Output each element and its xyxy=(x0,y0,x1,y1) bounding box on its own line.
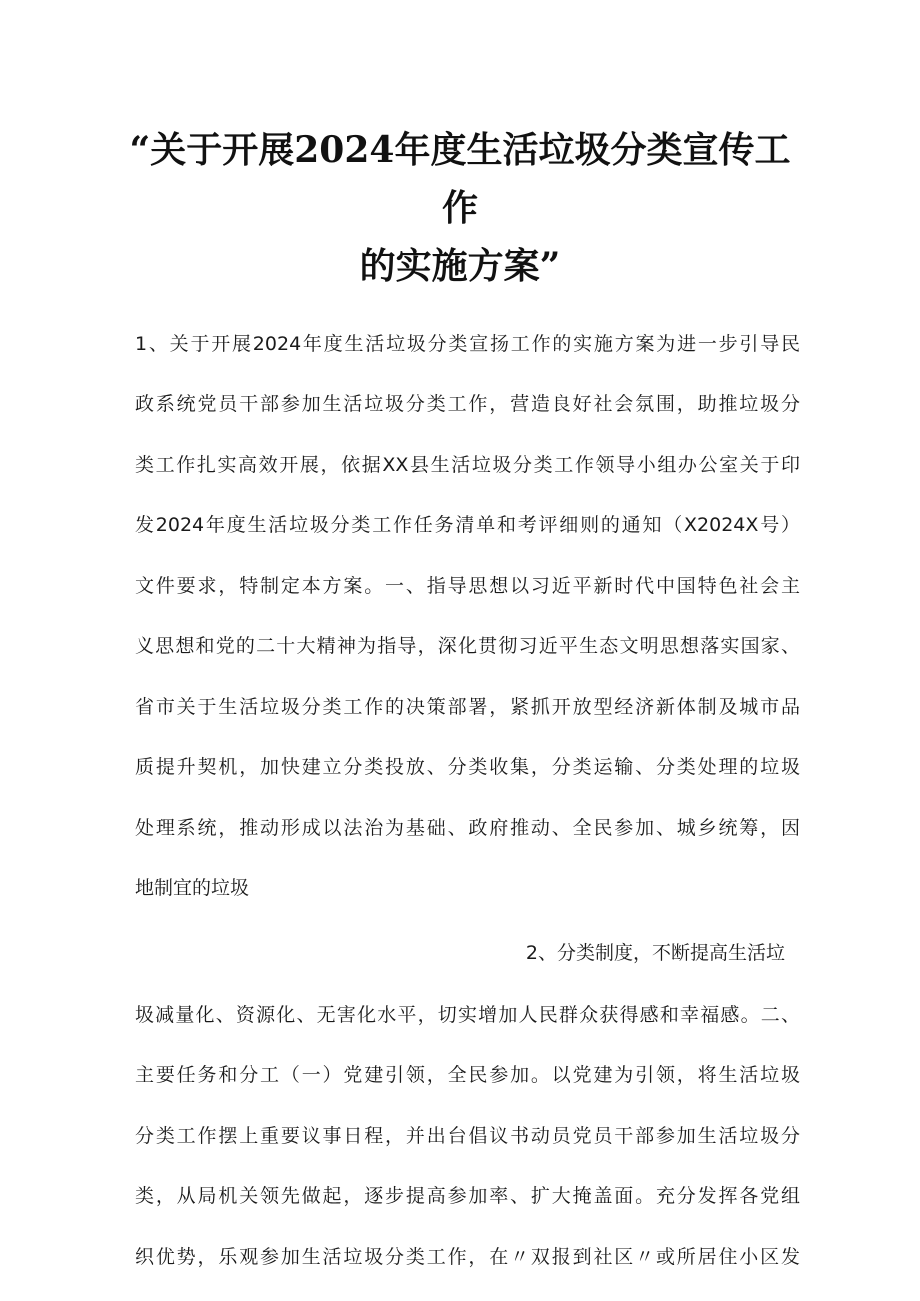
paragraph-1-line: 1、关于开展2024年度生活垃圾分类宣扬工作的实施方案为进一步引导民 xyxy=(135,333,800,355)
paragraph-1-line: 发2024年度生活垃圾分类工作任务清单和考评细则的通知（X2024X号） xyxy=(135,514,800,536)
paragraph-1-line: 质提升契机，加快建立分类投放、分类收集，分类运输、分类处理的垃圾 xyxy=(135,756,800,778)
paragraph-1-line: 政系统党员干部参加生活垃圾分类工作，营造良好社会氛围，助推垃圾分 xyxy=(135,393,800,415)
paragraph-1-line: 类工作扎实高效开展，依据XX县生活垃圾分类工作领导小组办公室关于印 xyxy=(135,454,800,476)
paragraph-2-line: 分类工作摆上重要议事日程，并出台倡议书动员党员干部参加生活垃圾分 xyxy=(135,1125,800,1147)
document-title-line-2: 作 xyxy=(441,187,478,229)
paragraph-2-line: 2、分类制度，不断提高生活垃 xyxy=(525,942,785,964)
paragraph-2-line: 织优势，乐观参加生活垃圾分类工作，在〃双报到社区〃或所居住小区发 xyxy=(135,1246,800,1268)
document-title-line-1: “关于开展2024年度生活垃圾分类宣传工 xyxy=(129,129,791,171)
paragraph-2-line: 类，从局机关领先做起，逐步提高参加率、扩大掩盖面。充分发挥各党组 xyxy=(135,1185,800,1207)
paragraph-1-line: 文件要求，特制定本方案。一、指导思想以习近平新时代中国特色社会主 xyxy=(135,575,800,597)
paragraph-2-line: 主要任务和分工（一）党建引领，全民参加。以党建为引领，将生活垃圾 xyxy=(135,1064,800,1086)
paragraph-1-line: 地制宜的垃圾 xyxy=(135,877,250,899)
paragraph-1-line: 义思想和党的二十大精神为指导，深化贯彻习近平生态文明思想落实国家、 xyxy=(135,635,800,657)
paragraph-1-line: 处理系统，推动形成以法治为基础、政府推动、全民参加、城乡统筹，因 xyxy=(135,817,800,839)
paragraph-1-line: 省市关于生活垃圾分类工作的决策部署，紧抓开放型经济新体制及城市品 xyxy=(135,696,800,718)
paragraph-2-line: 圾减量化、资源化、无害化水平，切实增加人民群众获得感和幸福感。二、 xyxy=(135,1004,800,1026)
document-title-line-3: 的实施方案” xyxy=(359,245,561,287)
